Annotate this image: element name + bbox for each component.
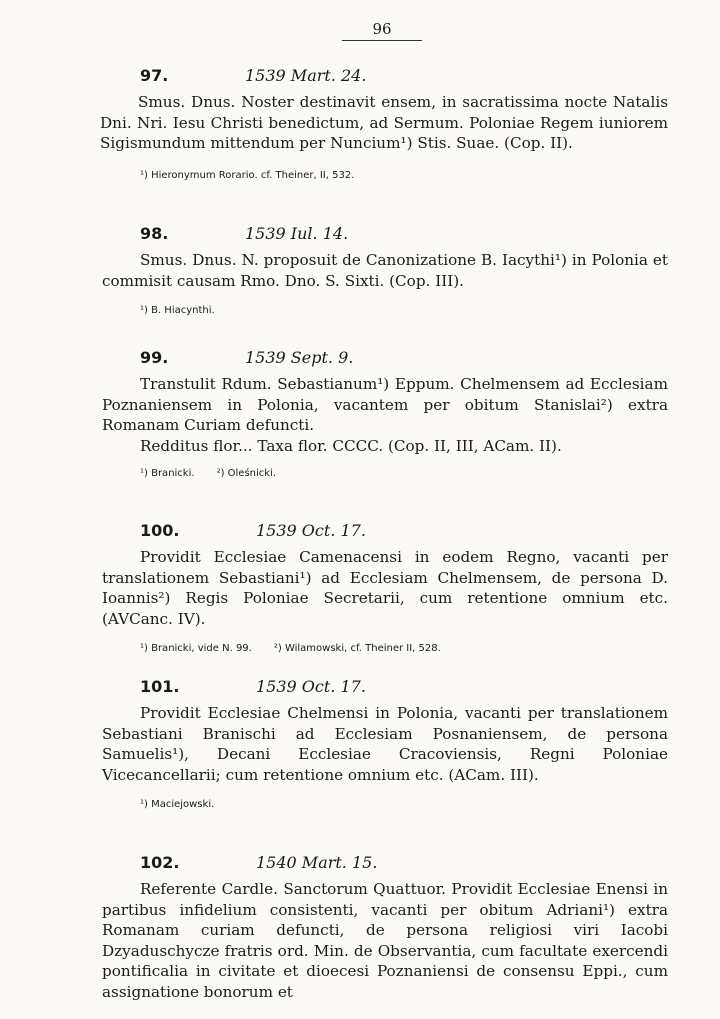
footnote-1: ¹) Maciejowski. <box>140 799 215 810</box>
entry-98 <box>102 224 668 316</box>
entry-number: 98. <box>140 224 169 243</box>
footnote-2: ²) Wilamowski, cf. Theiner II, 528. <box>273 643 441 654</box>
entry-date: 1539 Mart. 24. <box>245 66 367 85</box>
entry-date: 1539 Oct. 17. <box>256 521 366 540</box>
entry-text: Providit Ecclesiae Camenacensi in eodem Regno, vacanti per translationem Sebastiani¹) ad Ecclesiam Chelmensem, de persona D. Ioannis²) Regis Poloniae Secretarii, cum retentione omnium etc. (AVCanc. IV). <box>102 548 668 628</box>
entry-number: 99. <box>140 348 169 367</box>
entry-heading <box>102 853 668 879</box>
footnote-1: ¹) Branicki, vide N. 99. <box>140 643 252 654</box>
entry-date: 1540 Mart. 15. <box>256 853 378 872</box>
entry-text: Providit Ecclesiae Chelmensi in Polonia, vacanti per translationem Sebastiani Branischi ad Ecclesiam Posnaniensem, de persona Samuelis¹), Decani Ecclesiae Cracoviensis, Regni Poloniae Vicecancellarii; cum retentione omnium etc. (ACam. III). <box>102 704 668 784</box>
entry-number: 101. <box>140 677 180 696</box>
entry-date: 1539 Oct. 17. <box>256 677 366 696</box>
entry-99 <box>102 348 668 479</box>
footnote <box>140 170 668 181</box>
footnote-1: ¹) B. Hiacynthi. <box>140 305 215 316</box>
entry-heading <box>102 677 668 703</box>
entry-text: Smus. Dnus. Noster destinavit ensem, in sacratissima nocte Natalis Dni. Nri. Iesu Christi benedictum, ad Sermum. Poloniae Regem iuniorem Sigismundum mittendum per Nuncium¹) Stis. Suae. (Cop. II). <box>100 93 668 152</box>
entry-number: 102. <box>140 853 180 872</box>
entry-100 <box>102 521 668 654</box>
entry-text: Smus. Dnus. N. proposuit de Canonizatione B. Iacythi¹) in Polonia et commisit causam Rmo. Dno. S. Sixti. (Cop. III). <box>102 251 668 290</box>
entry-number: 97. <box>140 66 169 85</box>
entry-102 <box>102 853 668 1002</box>
footnote-1: ¹) Hieronymum Rorario. cf. Theiner, II, 532. <box>140 169 355 181</box>
footnote <box>140 643 668 654</box>
footnote <box>140 468 668 479</box>
entry-heading <box>102 348 668 374</box>
entry-text: Referente Cardle. Sanctorum Quattuor. Providit Ecclesiae Enensi in partibus infidelium consistenti, vacanti per obitum Adriani¹) extra Romanam curiam defuncti, de persona religiosi viri Iacobi Dzyaduschycze fratris ord. Min. de Observantia, cum facultate exercendi pontificalia in civitate et dioecesi Poznaniensi de consensu Eppi., cum assignatione bonorum et <box>102 880 668 1001</box>
entry-text: Transtulit Rdum. Sebastianum¹) Eppum. Chelmensem ad Ecclesiam Poznaniensem in Polonia, vacantem per obitum Stanislai²) extra Romanam Curiam defuncti. <box>102 375 668 434</box>
entry-97 <box>102 66 668 181</box>
entry-heading <box>102 224 668 250</box>
entry-date: 1539 Iul. 14. <box>245 224 349 243</box>
page-number: 96 <box>342 20 422 41</box>
footnote-1: ¹) Branicki. <box>140 468 195 479</box>
footnote <box>140 799 668 810</box>
entry-date: 1539 Sept. 9. <box>245 348 354 367</box>
entry-heading <box>102 66 668 92</box>
footnote-2: ²) Oleśnicki. <box>216 468 277 479</box>
footnote <box>140 305 668 316</box>
entry-text-taxa: Redditus flor... Taxa flor. CCCC. (Cop. II, III, ACam. II). <box>140 436 562 455</box>
entry-number: 100. <box>140 521 180 540</box>
entry-101 <box>102 677 668 810</box>
entry-heading <box>102 521 668 547</box>
